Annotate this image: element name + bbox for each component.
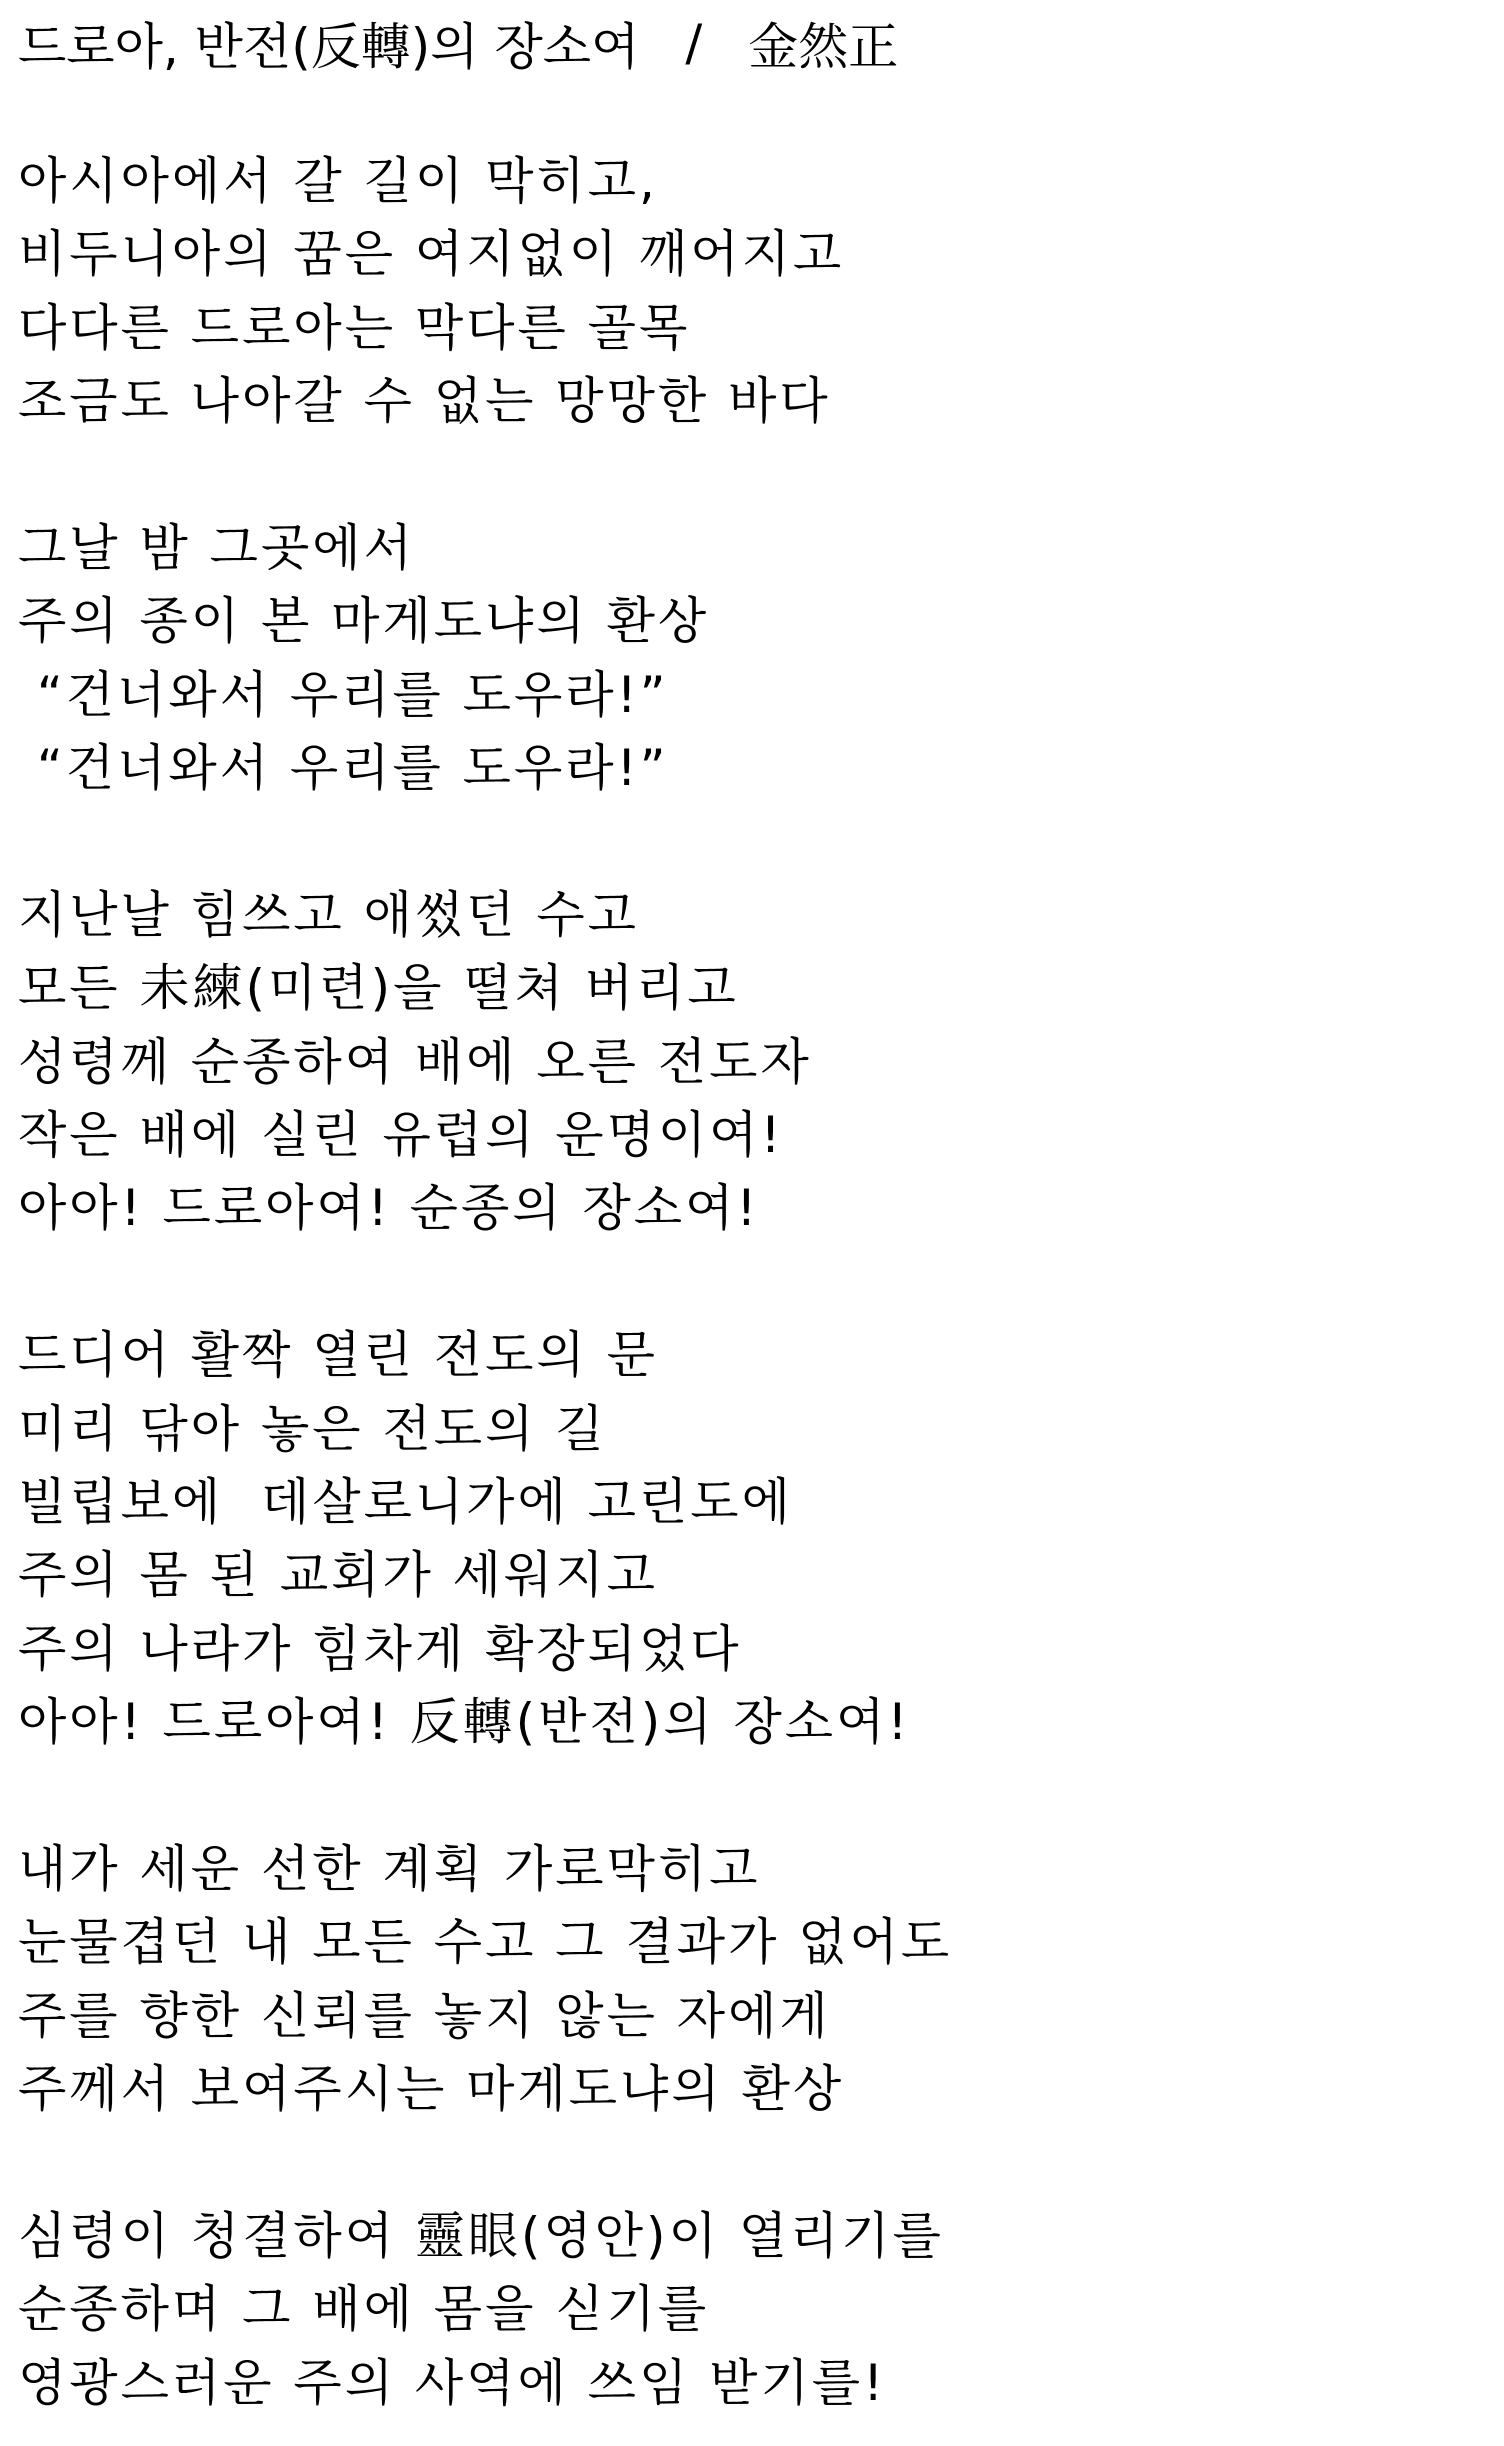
stanza-gap	[18, 2127, 1478, 2200]
poem-author: 金然正	[748, 18, 899, 76]
stanza	[18, 2200, 1478, 2420]
poem-line: 심령이 청결하여 靈眼(영안)이 열리기를	[18, 2206, 944, 2265]
stanza-gap	[18, 1246, 1478, 1319]
poem-line: 순종하며 그 배에 몸을 싣기를	[18, 2280, 710, 2339]
poem-line: 지난날 힘쓰고 애썼던 수고	[18, 885, 639, 944]
poem-line: 아아! 드로아여! 反轉(반전)의 장소여!	[18, 1693, 911, 1752]
stanza-gap	[18, 806, 1478, 879]
poem-line: 주를 향한 신뢰를 놓지 않는 자에게	[18, 1986, 831, 2045]
poem-line: 주의 종이 본 마게도냐의 환상	[18, 592, 710, 651]
stanza	[18, 512, 1478, 806]
title-separator: /	[685, 14, 703, 72]
poem-line: 비두니아의 꿈은 여지없이 깨어지고	[18, 225, 845, 284]
stanza-gap	[18, 1760, 1478, 1833]
stanza	[18, 879, 1478, 1246]
stanza-gap	[18, 439, 1478, 512]
stanza	[18, 1833, 1478, 2127]
poem-line: 내가 세운 선한 계획 가로막히고	[18, 1839, 761, 1898]
poem-line: 아아! 드로아여! 순종의 장소여!	[18, 1179, 760, 1238]
poem-line: 드디어 활짝 열린 전도의 문	[18, 1326, 658, 1385]
stanza	[18, 1319, 1478, 1759]
stanza	[18, 145, 1478, 439]
poem-line: 모든 未練(미련)을 떨쳐 버리고	[18, 959, 739, 1018]
poem-line: 조금도 나아갈 수 없는 망망한 바다	[18, 372, 831, 431]
poem-line: 미리 닦아 놓은 전도의 길	[18, 1399, 607, 1458]
poem-line: “건너와서 우리를 도우라!”	[18, 739, 669, 798]
poem-line: 그날 밤 그곳에서	[18, 518, 415, 577]
poem-line: 눈물겹던 내 모든 수고 그 결과가 없어도	[18, 1913, 953, 1972]
poem-line: 성령께 순종하여 배에 오른 전도자	[18, 1032, 812, 1091]
poem-line: 주의 몸 된 교회가 세워지고	[18, 1546, 658, 1605]
poem-line: 빌립보에 데살로니가에 고린도에	[18, 1473, 793, 1532]
poem-body	[18, 145, 1478, 2420]
poem-line: 작은 배에 실린 유럽의 운명이여!	[18, 1106, 784, 1165]
poem-line: 주께서 보여주시는 마게도냐의 환상	[18, 2060, 845, 2119]
poem-line: 주의 나라가 힘차게 확장되었다	[18, 1619, 742, 1678]
title-row	[18, 8, 898, 78]
poem-line: 다다른 드로아는 막다른 골목	[18, 298, 691, 357]
poem-line: “건너와서 우리를 도우라!”	[18, 665, 669, 724]
poem-line: 아시아에서 갈 길이 막히고,	[18, 152, 658, 210]
poem-line: 영광스러운 주의 사역에 쓰임 받기를!	[18, 2353, 887, 2412]
poem-title: 드로아, 반전(反轉)의 장소여	[18, 18, 640, 76]
